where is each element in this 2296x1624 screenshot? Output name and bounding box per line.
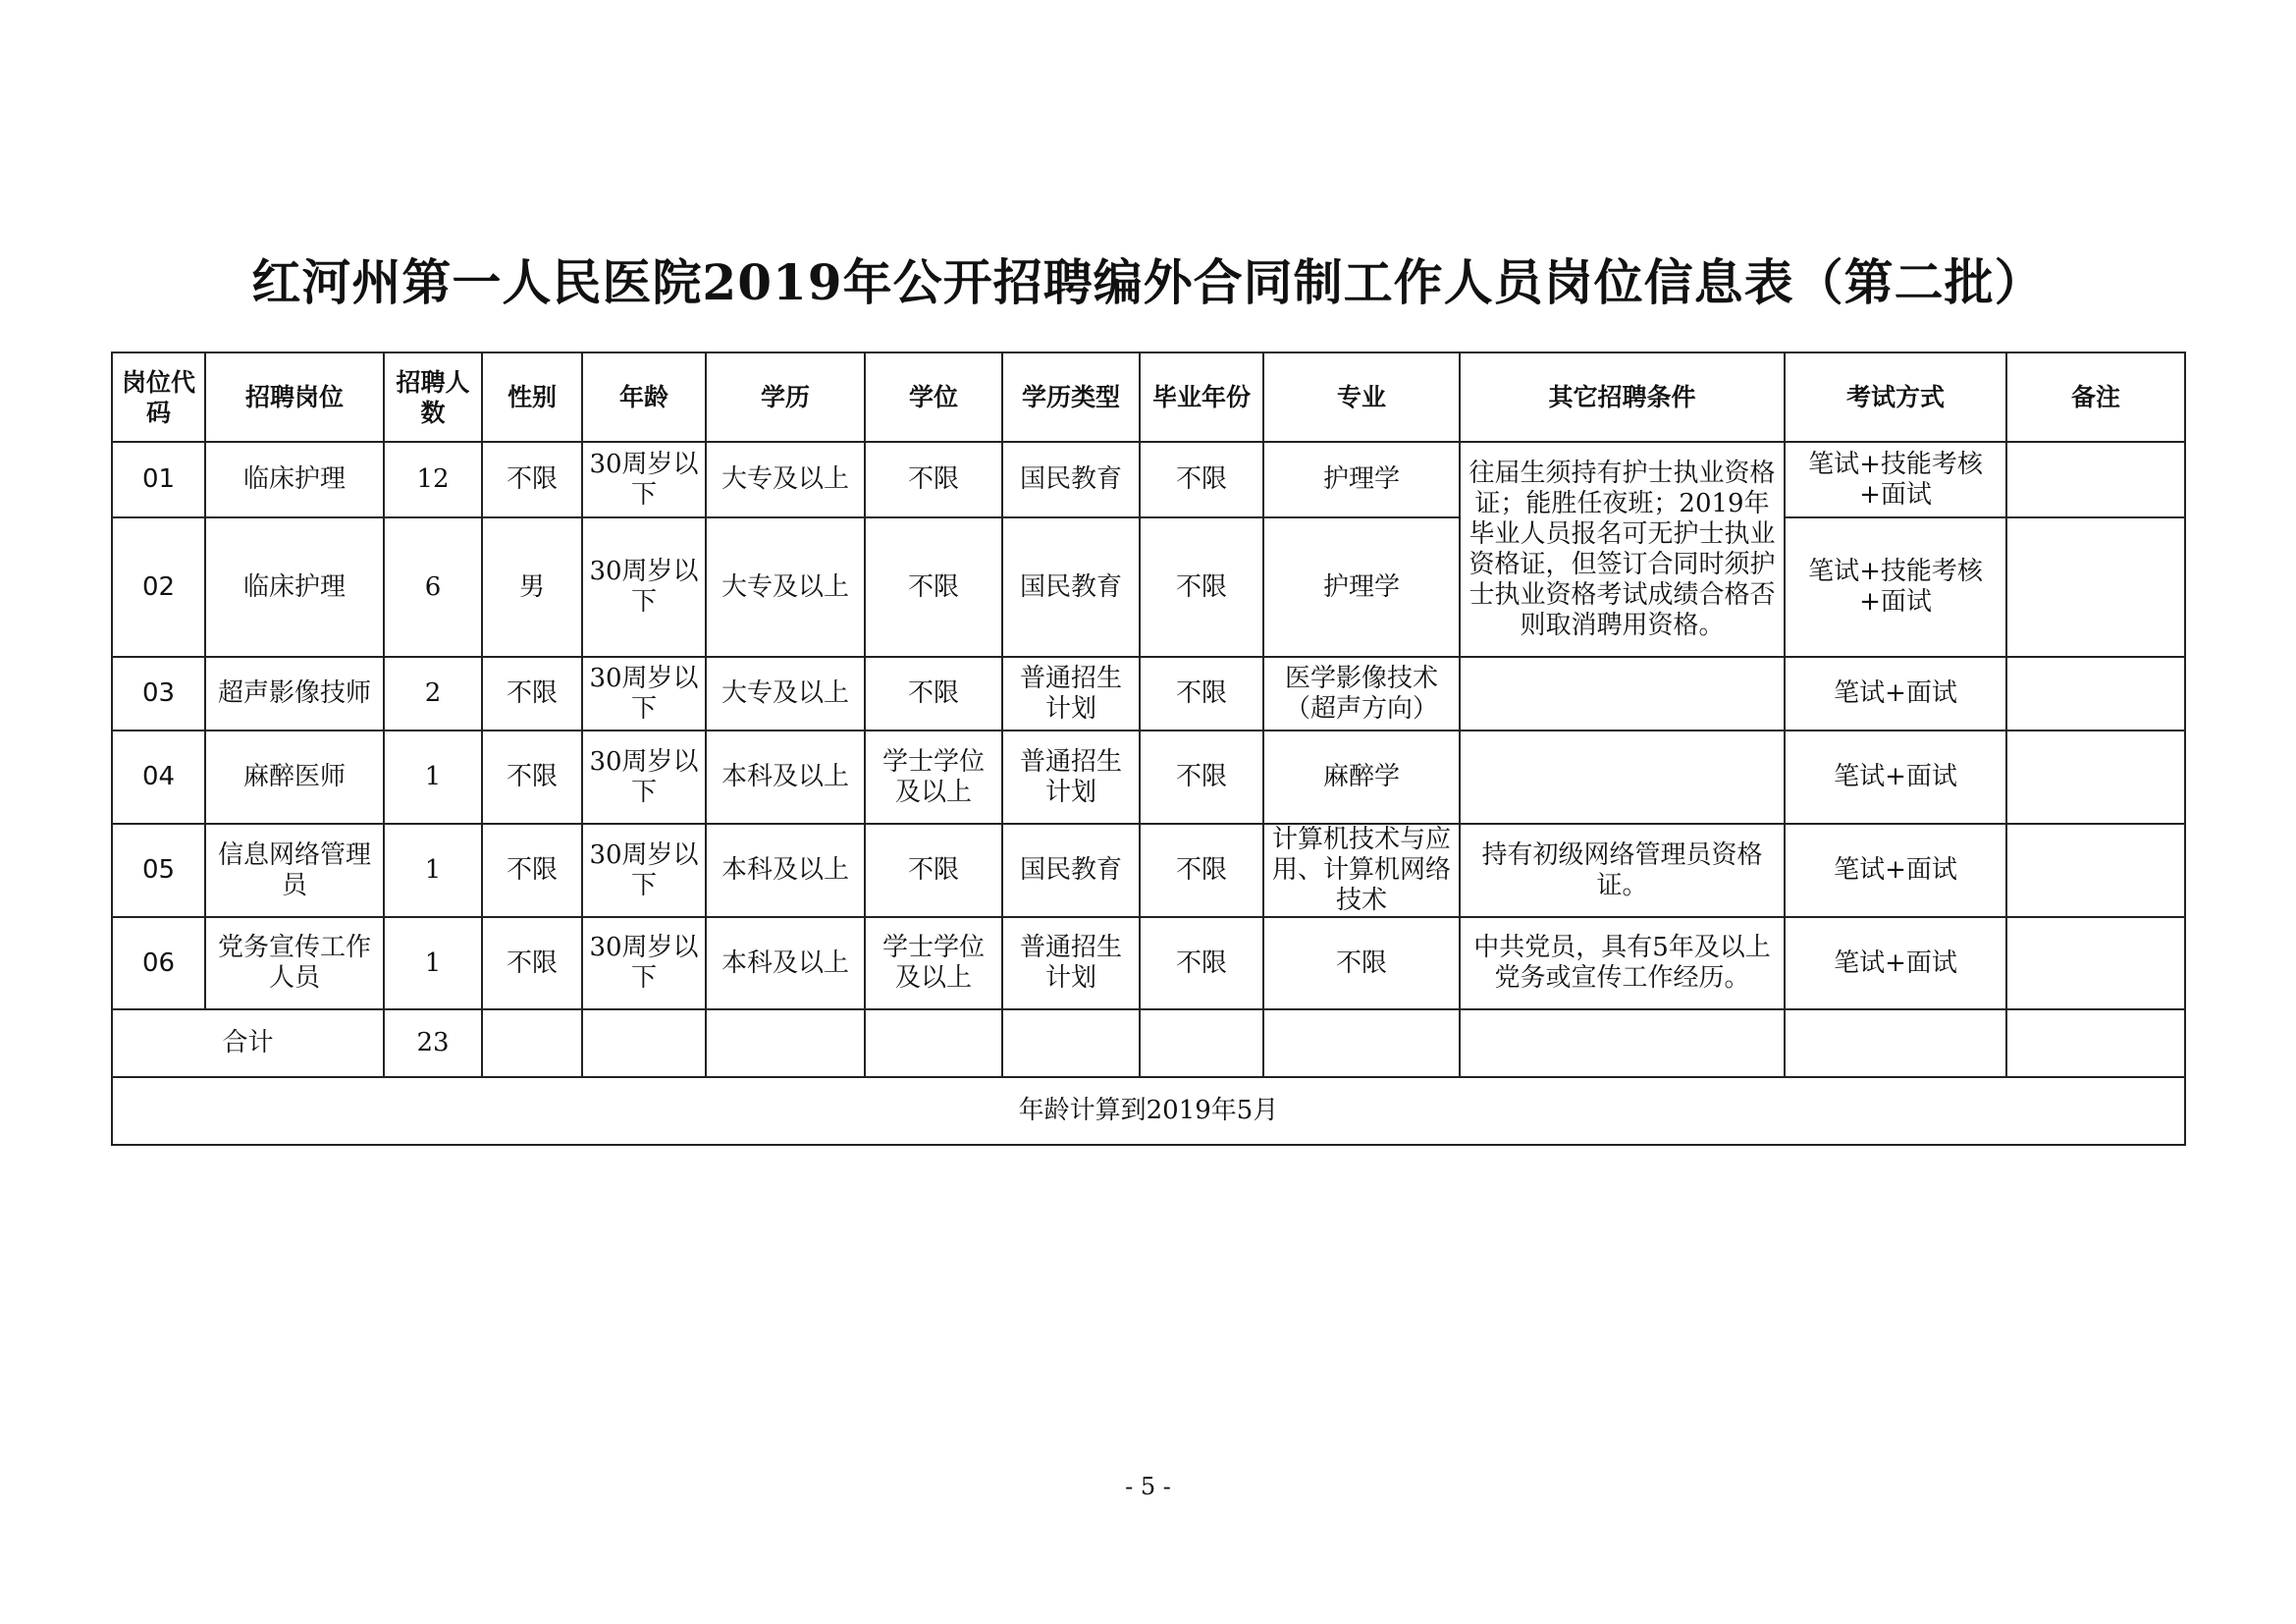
cell-degree: 不限	[865, 657, 1002, 731]
cell-exam: 笔试+面试	[1785, 917, 2006, 1009]
cell-age: 30周岁以下	[582, 917, 706, 1009]
header-count: 招聘人数	[384, 352, 482, 442]
cell-major: 计算机技术与应用、计算机网络技术	[1263, 824, 1460, 917]
cell-position: 超声影像技师	[205, 657, 384, 731]
header-grad-year: 毕业年份	[1140, 352, 1263, 442]
cell-age: 30周岁以下	[582, 442, 706, 517]
header-remark: 备注	[2006, 352, 2185, 442]
cell-grad-year: 不限	[1140, 517, 1263, 657]
total-empty-cell	[1002, 1009, 1140, 1077]
cell-code: 03	[112, 657, 205, 731]
position-info-table	[111, 352, 2186, 1146]
cell-exam: 笔试+技能考核+面试	[1785, 442, 2006, 517]
header-education: 学历	[706, 352, 865, 442]
cell-position: 临床护理	[205, 517, 384, 657]
header-age: 年龄	[582, 352, 706, 442]
table-row	[112, 657, 2185, 731]
cell-grad-year: 不限	[1140, 731, 1263, 824]
cell-edu-type: 普通招生计划	[1002, 917, 1140, 1009]
header-gender: 性别	[482, 352, 582, 442]
cell-position: 临床护理	[205, 442, 384, 517]
cell-count: 6	[384, 517, 482, 657]
total-empty-cell	[706, 1009, 865, 1077]
table-row	[112, 731, 2185, 824]
total-count: 23	[384, 1009, 482, 1077]
cell-other-nursing: 往届生须持有护士执业资格证；能胜任夜班；2019年毕业人员报名可无护士执业资格证，但签订合同时须护士执业资格考试成绩合格否则取消聘用资格。	[1460, 442, 1785, 657]
total-empty-cell	[865, 1009, 1002, 1077]
header-position: 招聘岗位	[205, 352, 384, 442]
cell-other: 持有初级网络管理员资格证。	[1460, 824, 1785, 917]
cell-education: 本科及以上	[706, 824, 865, 917]
cell-remark	[2006, 824, 2185, 917]
table-header-row	[112, 352, 2185, 442]
cell-remark	[2006, 731, 2185, 824]
cell-education: 大专及以上	[706, 657, 865, 731]
cell-major: 麻醉学	[1263, 731, 1460, 824]
cell-grad-year: 不限	[1140, 824, 1263, 917]
header-degree: 学位	[865, 352, 1002, 442]
cell-gender: 男	[482, 517, 582, 657]
total-empty-cell	[582, 1009, 706, 1077]
cell-education: 大专及以上	[706, 442, 865, 517]
cell-position: 信息网络管理员	[205, 824, 384, 917]
cell-exam: 笔试+面试	[1785, 657, 2006, 731]
cell-degree: 不限	[865, 824, 1002, 917]
cell-edu-type: 普通招生计划	[1002, 657, 1140, 731]
cell-exam: 笔试+面试	[1785, 731, 2006, 824]
cell-edu-type: 国民教育	[1002, 517, 1140, 657]
total-empty-cell	[482, 1009, 582, 1077]
cell-code: 01	[112, 442, 205, 517]
header-edu-type: 学历类型	[1002, 352, 1140, 442]
cell-code: 05	[112, 824, 205, 917]
header-code: 岗位代码	[112, 352, 205, 442]
page-title: 红河州第一人民医院2019年公开招聘编外合同制工作人员岗位信息表（第二批）	[251, 253, 2045, 311]
cell-edu-type: 国民教育	[1002, 442, 1140, 517]
cell-degree: 不限	[865, 517, 1002, 657]
table-row	[112, 442, 2185, 517]
cell-degree: 学士学位及以上	[865, 731, 1002, 824]
cell-grad-year: 不限	[1140, 442, 1263, 517]
cell-age: 30周岁以下	[582, 517, 706, 657]
cell-major: 护理学	[1263, 442, 1460, 517]
cell-remark	[2006, 657, 2185, 731]
cell-edu-type: 普通招生计划	[1002, 731, 1140, 824]
cell-gender: 不限	[482, 442, 582, 517]
cell-remark	[2006, 517, 2185, 657]
cell-degree: 学士学位及以上	[865, 917, 1002, 1009]
header-other: 其它招聘条件	[1460, 352, 1785, 442]
cell-position: 党务宣传工作人员	[205, 917, 384, 1009]
total-empty-cell	[1460, 1009, 1785, 1077]
total-label: 合计	[112, 1009, 384, 1077]
cell-position: 麻醉医师	[205, 731, 384, 824]
note-row	[112, 1077, 2185, 1145]
total-empty-cell	[1263, 1009, 1460, 1077]
cell-count: 1	[384, 731, 482, 824]
total-empty-cell	[2006, 1009, 2185, 1077]
cell-count: 2	[384, 657, 482, 731]
cell-major: 护理学	[1263, 517, 1460, 657]
cell-gender: 不限	[482, 731, 582, 824]
total-empty-cell	[1785, 1009, 2006, 1077]
cell-code: 02	[112, 517, 205, 657]
cell-major: 不限	[1263, 917, 1460, 1009]
total-row	[112, 1009, 2185, 1077]
cell-remark	[2006, 917, 2185, 1009]
cell-exam: 笔试+技能考核+面试	[1785, 517, 2006, 657]
cell-exam: 笔试+面试	[1785, 824, 2006, 917]
header-major: 专业	[1263, 352, 1460, 442]
cell-major: 医学影像技术（超声方向）	[1263, 657, 1460, 731]
cell-education: 大专及以上	[706, 517, 865, 657]
cell-count: 1	[384, 824, 482, 917]
cell-remark	[2006, 442, 2185, 517]
cell-other	[1460, 731, 1785, 824]
table-row	[112, 824, 2185, 917]
table-row	[112, 517, 2185, 657]
cell-gender: 不限	[482, 657, 582, 731]
cell-other	[1460, 657, 1785, 731]
age-note: 年龄计算到2019年5月	[112, 1077, 2185, 1145]
cell-age: 30周岁以下	[582, 824, 706, 917]
cell-code: 04	[112, 731, 205, 824]
cell-other: 中共党员，具有5年及以上党务或宣传工作经历。	[1460, 917, 1785, 1009]
total-empty-cell	[1140, 1009, 1263, 1077]
cell-degree: 不限	[865, 442, 1002, 517]
page-number: - 5 -	[1125, 1473, 1171, 1500]
cell-education: 本科及以上	[706, 731, 865, 824]
cell-count: 1	[384, 917, 482, 1009]
cell-gender: 不限	[482, 917, 582, 1009]
cell-gender: 不限	[482, 824, 582, 917]
cell-count: 12	[384, 442, 482, 517]
cell-age: 30周岁以下	[582, 731, 706, 824]
cell-education: 本科及以上	[706, 917, 865, 1009]
cell-grad-year: 不限	[1140, 917, 1263, 1009]
cell-grad-year: 不限	[1140, 657, 1263, 731]
header-exam: 考试方式	[1785, 352, 2006, 442]
cell-age: 30周岁以下	[582, 657, 706, 731]
table-row	[112, 917, 2185, 1009]
cell-edu-type: 国民教育	[1002, 824, 1140, 917]
cell-code: 06	[112, 917, 205, 1009]
